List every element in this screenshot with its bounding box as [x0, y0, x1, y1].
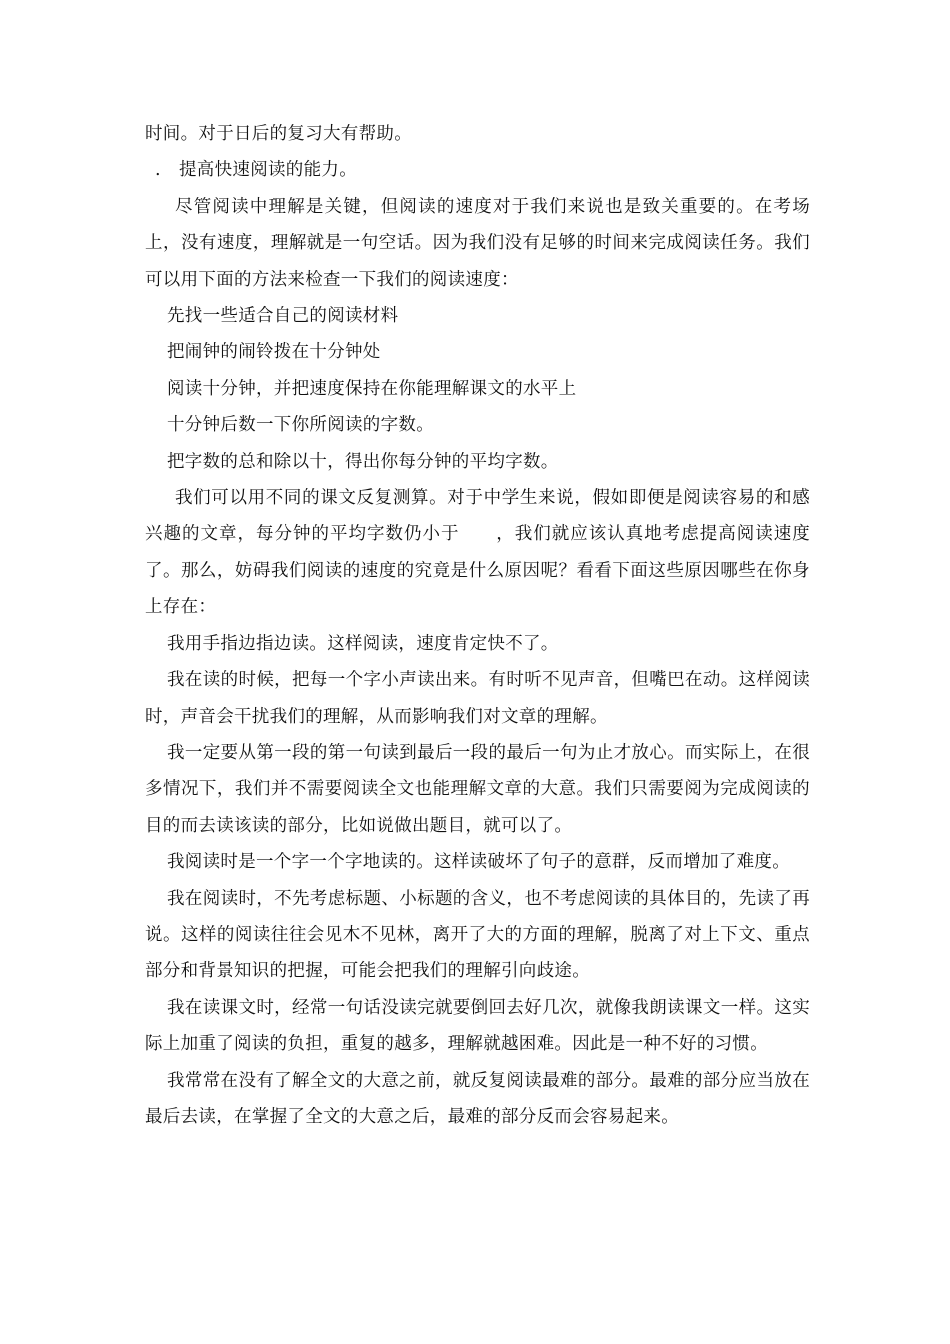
- test-paragraph-part-2: ，我们就应该认真地考虑提高阅读速度了。那么，妨碍我们阅读的速度的究竟是什么原因呢？看看下面这些原因哪些在你身上存在：: [145, 524, 810, 618]
- document-body: [145, 116, 810, 1135]
- test-paragraph-part-1: 我们可以用不同的课文反复测算。对于中学生来说，假如即便是阅读容易的和感兴趣的文章，每分钟的平均字数仍小于: [145, 488, 810, 545]
- reason-item: 我在读课文时，经常一句话没读完就要倒回去好几次，就像我朗读课文一样。这实际上加重了阅读的负担，重复的越多，理解就越困难。因此是一种不好的习惯。: [145, 997, 810, 1055]
- reason-item: 我在读的时候，把每一个字小声读出来。有时听不见声音，但嘴巴在动。这样阅读时，声音会干扰我们的理解，从而影响我们对文章的理解。: [145, 670, 810, 727]
- reason-item: 我在阅读时，不先考虑标题、小标题的含义，也不考虑阅读的具体目的，先读了再说。这样的阅读往往会见木不见林，离开了大的方面的理解，脱离了对上下文、重点部分和背景知识的把握，可能会把我们的理解引向歧途。: [145, 888, 810, 982]
- reason-item: 我一定要从第一段的第一句读到最后一段的最后一句为止才放心。而实际上，在很多情况下，我们并不需要阅读全文也能理解文章的大意。我们只需要阅为完成阅读的目的而去读该读的部分，比如说做出题目，就可以了。: [145, 742, 810, 836]
- step-item: 把字数的总和除以十，得出你每分钟的平均字数。: [167, 451, 559, 472]
- continued-line: 时间。对于日后的复习大有帮助。: [145, 124, 412, 144]
- section-marker: .: [155, 160, 161, 181]
- test-paragraph: [145, 480, 810, 626]
- reason-item: 我常常在没有了解全文的大意之前，就反复阅读最难的部分。最难的部分应当放在最后去读，在掌握了全文的大意之后，最难的部分反而会容易起来。: [145, 1070, 810, 1127]
- step-item: 先找一些适合自己的阅读材料: [167, 306, 399, 327]
- step-item: 把闹钟的闹铃拨在十分钟处: [167, 342, 381, 363]
- intro-paragraph: 尽管阅读中理解是关键，但阅读的速度对于我们来说也是致关重要的。在考场上，没有速度，理解就是一句空话。因为我们没有足够的时间来完成阅读任务。我们可以用下面的方法来检查一下我们的阅读速度：: [145, 196, 810, 290]
- reason-item: 我用手指边指边读。这样阅读，速度肯定快不了。: [167, 633, 559, 654]
- section-heading: 提高快速阅读的能力。: [179, 160, 357, 181]
- section-heading-line: [145, 152, 810, 188]
- reason-item: 我阅读时是一个字一个字地读的。这样读破坏了句子的意群，反而增加了难度。: [167, 852, 790, 873]
- step-item: 阅读十分钟，并把速度保持在你能理解课文的水平上: [167, 378, 577, 399]
- step-item: 十分钟后数一下你所阅读的字数。: [167, 415, 434, 436]
